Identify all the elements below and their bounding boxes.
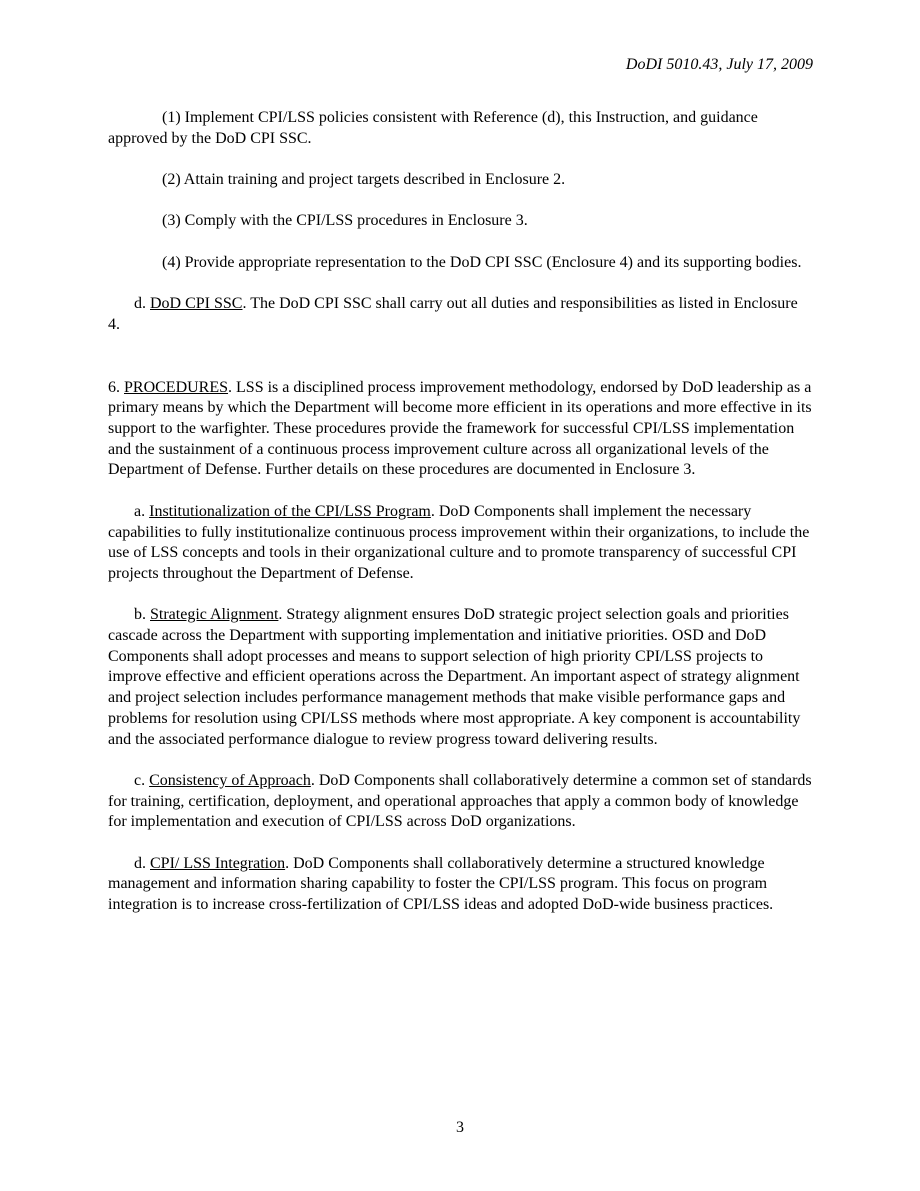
section-number: 6. <box>108 378 124 396</box>
paragraph-prefix: (1) <box>162 109 185 126</box>
paragraph-1-2 <box>108 170 812 191</box>
paragraph-prefix: d. <box>134 295 150 313</box>
paragraph-1-1 <box>108 108 812 149</box>
paragraph-text: Provide appropriate representation to the DoD CPI SSC (Enclosure 4) and its supporting bodies. <box>184 253 802 271</box>
paragraph-prefix: a. <box>134 502 150 520</box>
paragraph-d-dod-cpi-ssc <box>108 294 812 335</box>
paragraph-text: . The DoD CPI SSC shall carry out all duties and responsibilities as listed in Enclosure 4. <box>108 295 798 333</box>
paragraph-1-3 <box>108 211 812 232</box>
paragraph-prefix: (4) <box>162 253 185 271</box>
paragraph-prefix: d. <box>134 854 150 872</box>
paragraph-prefix: (2) <box>162 171 184 189</box>
paragraph-text: . Strategy alignment ensures DoD strategic project selection goals and priorities cascade across the Department with supporting implementation and initiative priorities. OSD and DoD Components shall adopt processes and means to support selection of high priority CPI/LSS projects to improve effective and efficient operations across the Department. An important aspect of strategy alignment and project selection includes performance management methods that make visible performance gaps and problems for resolution using CPI/LSS methods where most appropriate. A key component is accountability and the associated performance dialogue to review progress toward delivering results. <box>108 606 801 748</box>
paragraph-prefix: c. <box>134 771 150 789</box>
page-number: 3 <box>456 1119 464 1136</box>
paragraph-1-4 <box>108 253 812 274</box>
paragraph-6c <box>108 771 812 833</box>
paragraph-heading: Strategic Alignment <box>150 606 279 624</box>
paragraph-6a <box>108 502 812 585</box>
paragraph-text: Attain training and project targets described in Enclosure 2. <box>183 171 566 189</box>
paragraph-text: Comply with the CPI/LSS procedures in Enclosure 3. <box>184 212 528 230</box>
paragraph-text: Implement CPI/LSS policies consistent with Reference (d), this Instruction, and guidance approved by the DoD CPI SSC. <box>108 109 758 147</box>
paragraph-prefix: b. <box>134 606 150 624</box>
document-header: DoDI 5010.43, July 17, 2009 <box>625 56 813 73</box>
section-text: . LSS is a disciplined process improvement methodology, endorsed by DoD leadership as a primary means by which the Department will become more efficient in its operations and more effective in its support to the warfighter. These procedures provide the framework for successful CPI/LSS implementation and the sustainment of a continuous process improvement culture across all organizational levels of the Department of Defense. Further details on these procedures are documented in Enclosure 3. <box>108 378 812 479</box>
document-body <box>108 108 812 937</box>
paragraph-text: . DoD Components shall implement the necessary capabilities to fully institutionalize continuous process improvement within their organizations, to include the use of LSS concepts and tools in their organizational culture and to promote transparency of successful CPI projects throughout the Department of Defense. <box>108 502 810 582</box>
paragraph-text: . DoD Components shall collaboratively determine a common set of standards for training, certification, deployment, and operational approaches that apply a common body of knowledge for implementation and execution of CPI/LSS across DoD organizations. <box>108 771 812 831</box>
paragraph-heading: Institutionalization of the CPI/LSS Program <box>149 502 431 520</box>
section-heading: PROCEDURES <box>124 378 229 396</box>
paragraph-heading: CPI/ LSS Integration <box>150 854 286 872</box>
paragraph-text: . DoD Components shall collaboratively determine a structured knowledge management and information sharing capability to foster the CPI/LSS program. This focus on program integration is to increase cross-fertilization of CPI/LSS ideas and adopted DoD-wide business practices. <box>108 854 774 914</box>
paragraph-heading: Consistency of Approach <box>149 771 311 789</box>
paragraph-heading: DoD CPI SSC <box>150 295 243 313</box>
paragraph-6b <box>108 605 812 750</box>
paragraph-6d <box>108 854 812 916</box>
section-6-procedures <box>108 378 812 482</box>
paragraph-prefix: (3) <box>162 212 185 230</box>
